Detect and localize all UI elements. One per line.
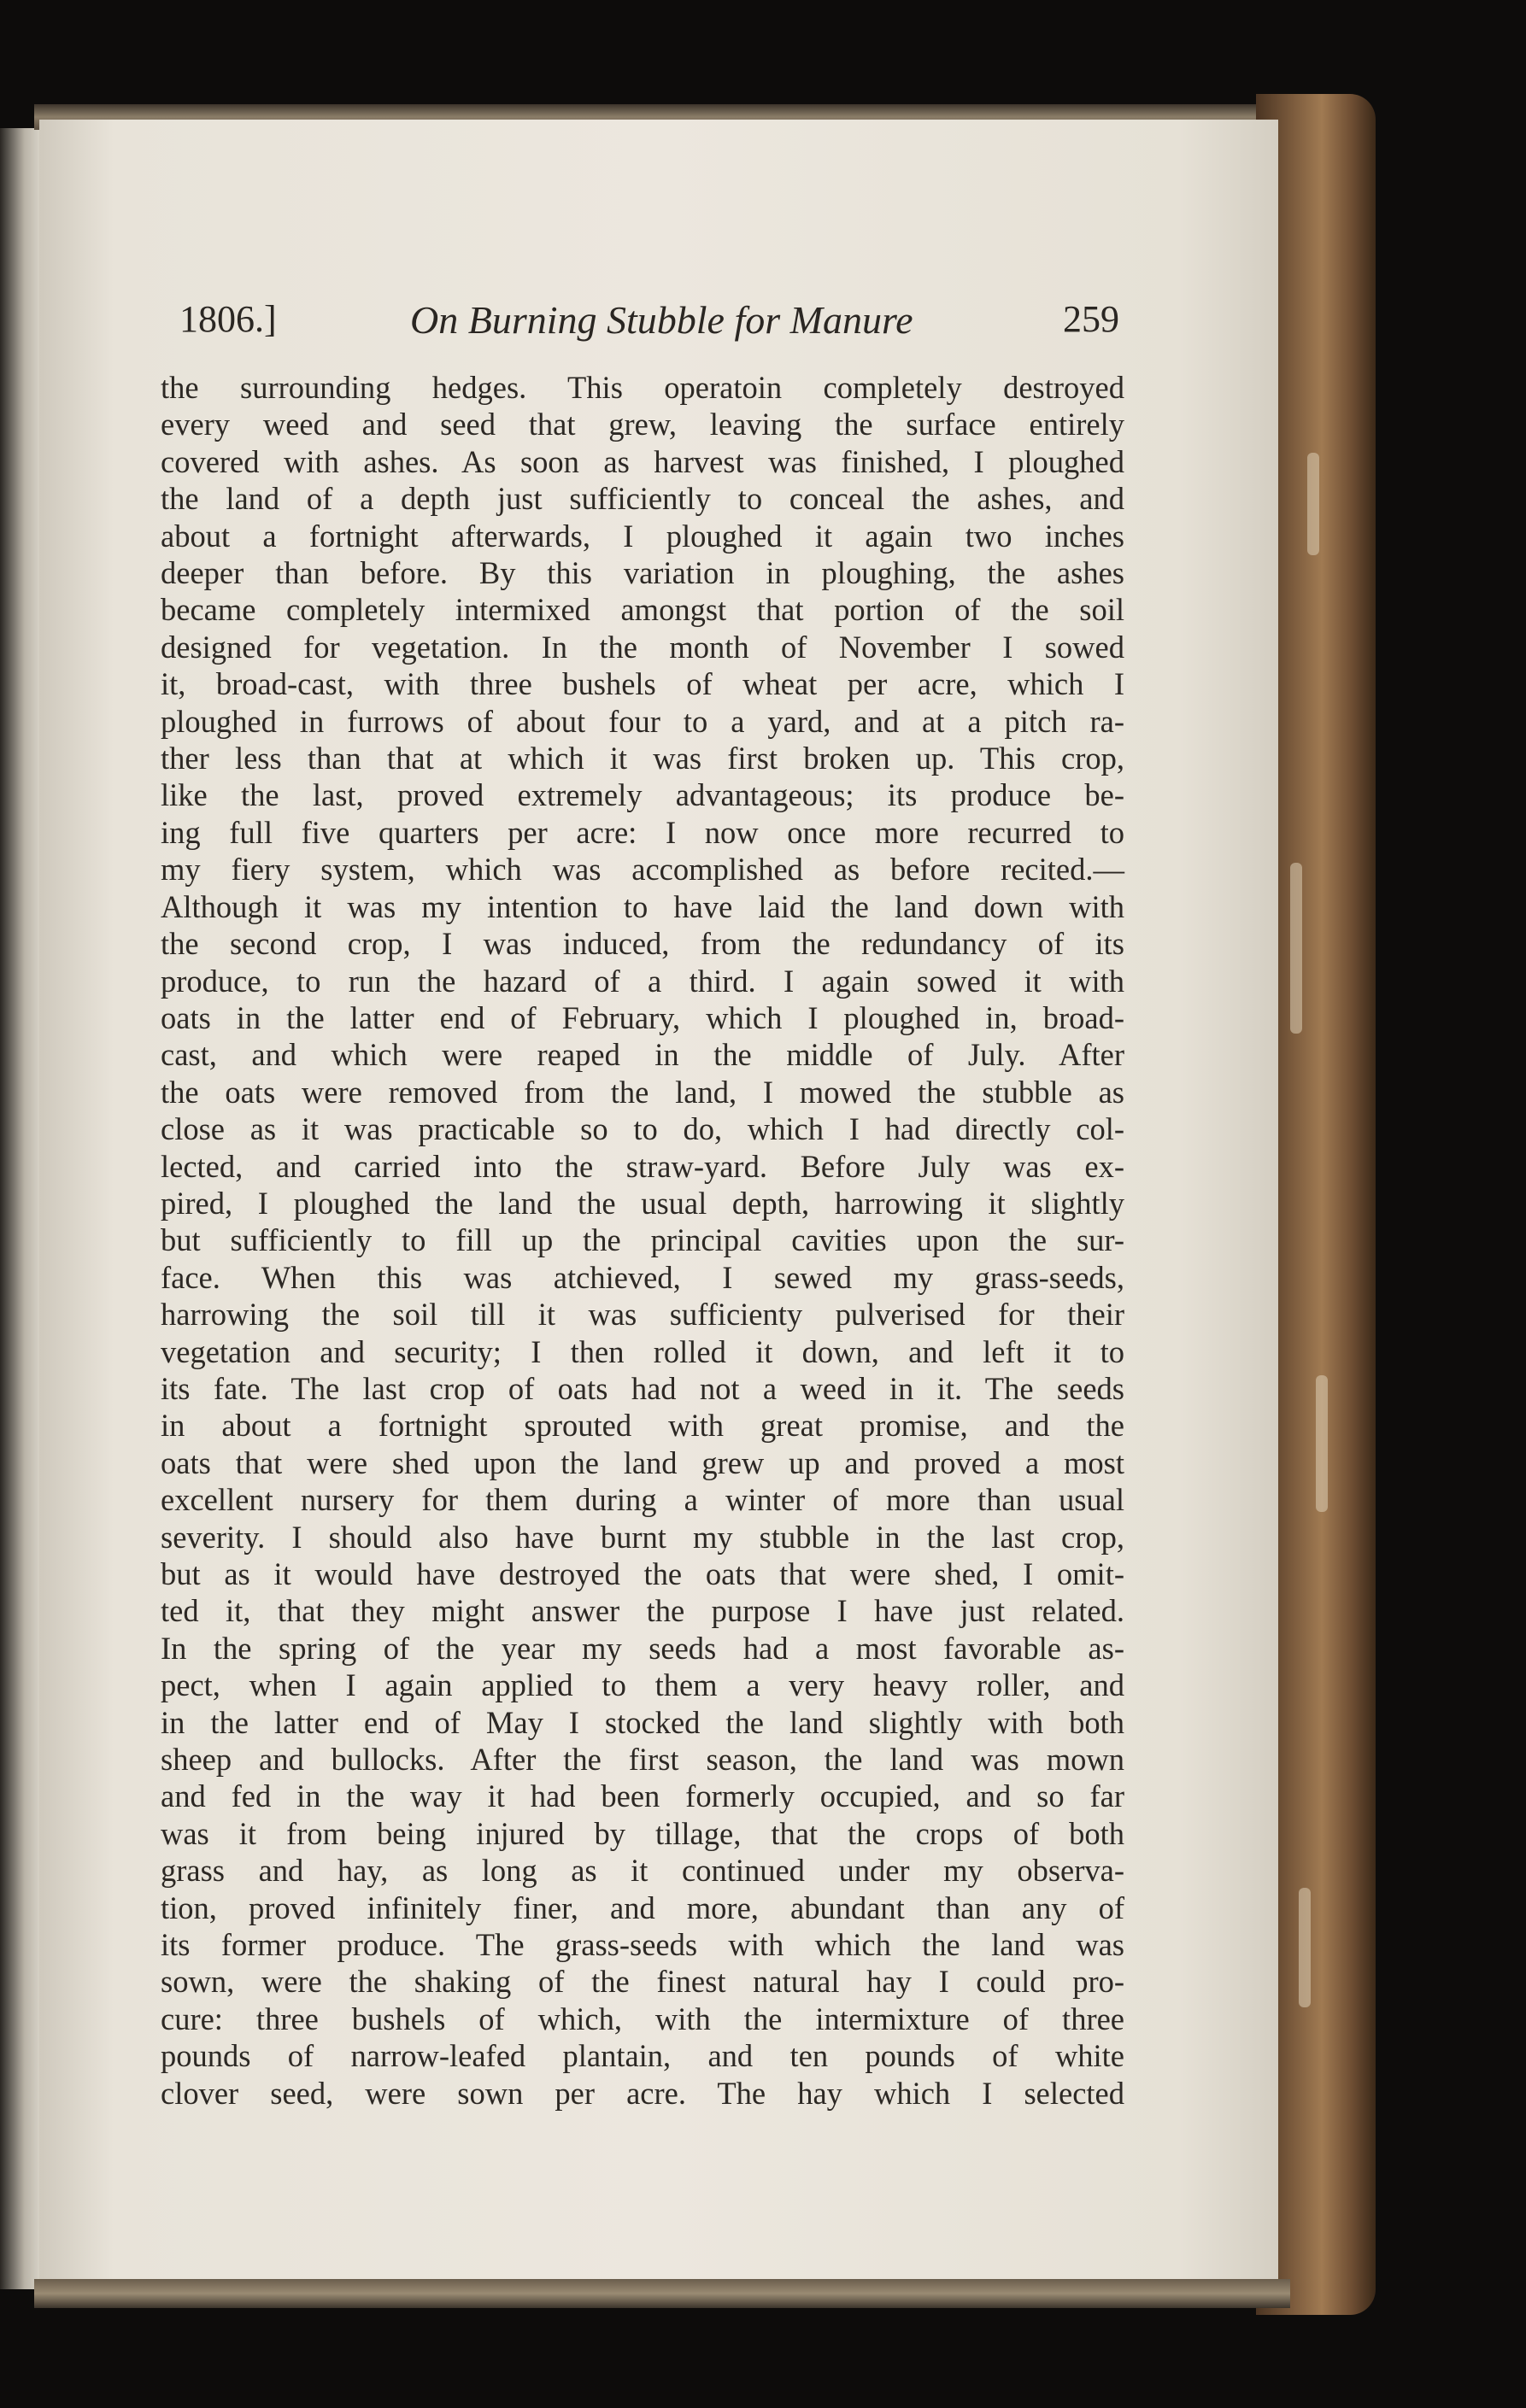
text-line: it, broad-cast, with three bushels of wheat per acre, which I [161, 666, 1124, 702]
text-line: cast, and which were reaped in the middle of July. After [161, 1037, 1124, 1073]
text-line: its fate. The last crop of oats had not a weed in it. The seeds [161, 1370, 1124, 1406]
text-line: oats that were shed upon the land grew up and proved a most [161, 1444, 1124, 1480]
text-line: in about a fortnight sprouted with great promise, and the [161, 1408, 1124, 1444]
text-line: but sufficiently to fill up the principal cavities upon the sur- [161, 1222, 1124, 1258]
text-line: my fiery system, which was accomplished as before recited.— [161, 852, 1124, 888]
text-line: grass and hay, as long as it continued under my observa- [161, 1853, 1124, 1889]
text-line: sown, were the shaking of the finest natural hay I could pro- [161, 1964, 1124, 2000]
page-stack-bottom-edge [34, 2279, 1290, 2308]
page-number: 259 [1063, 298, 1119, 340]
running-head-year: 1806.] [179, 298, 277, 340]
text-line: cure: three bushels of which, with the intermixture of three [161, 2001, 1124, 2036]
text-line: produce, to run the hazard of a third. I again sowed it with [161, 963, 1124, 999]
text-line: severity. I should also have burnt my stubble in the last crop, [161, 1519, 1124, 1555]
text-line: ploughed in furrows of about four to a yard, and at a pitch ra- [161, 703, 1124, 739]
text-line: in the latter end of May I stocked the land slightly with both [161, 1704, 1124, 1740]
text-line: about a fortnight afterwards, I ploughed it again two inches [161, 518, 1124, 554]
text-line: clover seed, were sown per acre. The hay which I selected [161, 2075, 1124, 2111]
text-line: excellent nursery for them during a winter of more than usual [161, 1482, 1124, 1518]
text-line: its former produce. The grass-seeds with which the land was [161, 1927, 1124, 1963]
text-line: the oats were removed from the land, I mowed the stubble as [161, 1074, 1124, 1110]
text-line: Although it was my intention to have laid the land down with [161, 888, 1124, 924]
text-line: was it from being injured by tillage, that the crops of both [161, 1815, 1124, 1851]
text-line: the surrounding hedges. This operatoin completely destroyed [161, 370, 1124, 405]
running-head [179, 297, 1119, 349]
facing-page-edge [0, 128, 41, 2289]
text-line: every weed and seed that grew, leaving the surface entirely [161, 407, 1124, 442]
text-line: ther less than that at which it was first broken up. This crop, [161, 741, 1124, 776]
cover-wear-mark [1299, 1888, 1311, 2007]
text-line: vegetation and security; I then rolled it down, and left it to [161, 1333, 1124, 1369]
text-line: oats in the latter end of February, which I ploughed in, broad- [161, 999, 1124, 1035]
text-line: but as it would have destroyed the oats that were shed, I omit- [161, 1556, 1124, 1591]
cover-wear-mark [1307, 453, 1319, 555]
text-line: pounds of narrow-leafed plantain, and ten pounds of white [161, 2038, 1124, 2074]
text-line: sheep and bullocks. After the first season, the land was mown [161, 1742, 1124, 1778]
text-line: ing full five quarters per acre: I now once more recurred to [161, 814, 1124, 850]
text-line: face. When this was atchieved, I sewed my grass-seeds, [161, 1259, 1124, 1295]
text-line: designed for vegetation. In the month of November I sowed [161, 629, 1124, 665]
text-line: deeper than before. By this variation in ploughing, the ashes [161, 555, 1124, 591]
text-line: harrowing the soil till it was sufficienty pulverised for their [161, 1297, 1124, 1333]
text-line: like the last, proved extremely advantageous; its produce be- [161, 777, 1124, 813]
text-line: pired, I ploughed the land the usual depth, harrowing it slightly [161, 1185, 1124, 1221]
text-line: and fed in the way it had been formerly occupied, and so far [161, 1778, 1124, 1814]
text-line: pect, when I again applied to them a very heavy roller, and [161, 1667, 1124, 1703]
running-head-title: On Burning Stubble for Manure [410, 298, 913, 342]
cover-wear-mark [1290, 863, 1302, 1034]
text-line: covered with ashes. As soon as harvest was finished, I ploughed [161, 443, 1124, 479]
text-line: lected, and carried into the straw-yard. Before July was ex- [161, 1148, 1124, 1184]
text-line: the land of a depth just sufficiently to conceal the ashes, and [161, 481, 1124, 517]
text-line: became completely intermixed amongst that portion of the soil [161, 592, 1124, 628]
text-line: tion, proved infinitely finer, and more, abundant than any of [161, 1889, 1124, 1925]
cover-wear-mark [1316, 1375, 1328, 1512]
text-line: the second crop, I was induced, from the redundancy of its [161, 926, 1124, 962]
text-line: close as it was practicable so to do, which I had directly col- [161, 1111, 1124, 1147]
text-line: In the spring of the year my seeds had a most favorable as- [161, 1630, 1124, 1666]
text-line: ted it, that they might answer the purpose I have just related. [161, 1593, 1124, 1629]
body-text [161, 369, 1124, 2112]
